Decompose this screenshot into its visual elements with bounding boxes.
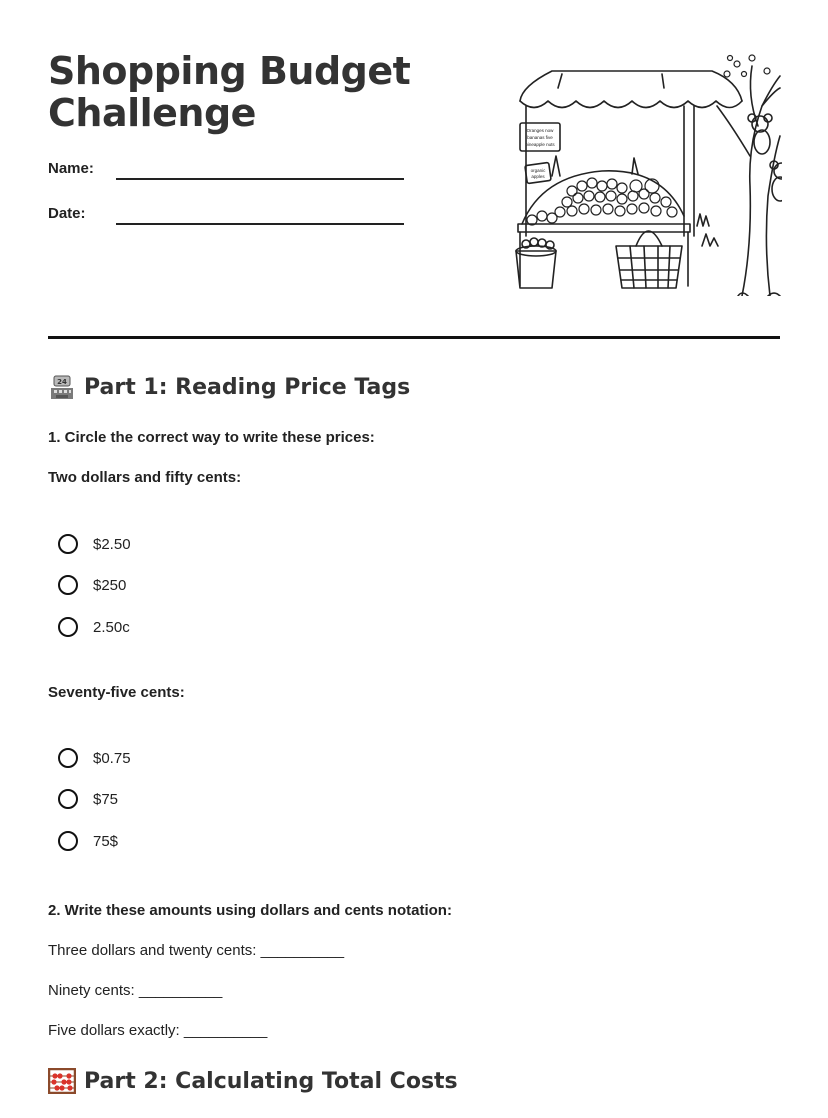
- name-label: Name:: [48, 160, 94, 177]
- option-2-50c[interactable]: [58, 617, 130, 637]
- option-250[interactable]: [58, 575, 126, 595]
- option-label: $0.75: [93, 749, 131, 767]
- title-line-2: Challenge: [48, 91, 256, 135]
- worksheet-title: [48, 50, 410, 134]
- small-sign-line-2: apples: [531, 174, 545, 179]
- option-label: $75: [93, 790, 119, 808]
- option-circle[interactable]: [58, 748, 78, 768]
- header-divider: [48, 336, 780, 339]
- option-circle[interactable]: [58, 789, 78, 809]
- part1-heading: [48, 374, 410, 400]
- option-circle[interactable]: [58, 831, 78, 851]
- question-2: 2. Write these amounts using dollars and cents notation:: [48, 902, 452, 919]
- date-label: Date:: [48, 205, 86, 222]
- cash-register-icon: [48, 374, 76, 400]
- part1-heading-text: Part 1: Reading Price Tags: [84, 374, 411, 400]
- part2-heading: [48, 1068, 458, 1094]
- option-75[interactable]: [58, 789, 118, 809]
- option-label: 75$: [93, 832, 119, 850]
- part2-heading-text: Part 2: Calculating Total Costs: [84, 1068, 458, 1094]
- question-1b: Seventy-five cents:: [48, 684, 185, 701]
- date-line[interactable]: [116, 223, 404, 225]
- date-field[interactable]: [48, 205, 86, 222]
- option-label: $250: [93, 576, 127, 594]
- svg-text:24: 24: [57, 378, 67, 386]
- option-0-75[interactable]: [58, 748, 131, 768]
- option-75-dollar[interactable]: [58, 831, 118, 851]
- option-circle[interactable]: [58, 534, 78, 554]
- fill-in-item[interactable]: Five dollars exactly: __________: [48, 1022, 268, 1039]
- option-label: $2.50: [93, 535, 131, 553]
- fill-in-item[interactable]: Ninety cents: __________: [48, 982, 223, 999]
- sign-line-2: bananas five: [527, 135, 553, 140]
- question-1a: Two dollars and fifty cents:: [48, 469, 242, 486]
- option-2-50[interactable]: [58, 534, 131, 554]
- fruit-stand-illustration: [512, 46, 782, 296]
- title-line-1: Shopping Budget: [48, 49, 411, 93]
- sign-line-1: Oranges now: [526, 128, 554, 133]
- abacus-icon: [48, 1068, 76, 1094]
- name-field[interactable]: [48, 160, 94, 177]
- option-circle[interactable]: [58, 575, 78, 595]
- small-sign-line-1: organic: [530, 168, 546, 173]
- sign-line-3: pineapple nuts: [525, 142, 555, 147]
- name-line[interactable]: [116, 178, 404, 180]
- fill-in-item[interactable]: Three dollars and twenty cents: __________: [48, 942, 345, 959]
- question-1: 1. Circle the correct way to write these prices:: [48, 429, 375, 446]
- option-circle[interactable]: [58, 617, 78, 637]
- option-label: 2.50c: [93, 618, 130, 636]
